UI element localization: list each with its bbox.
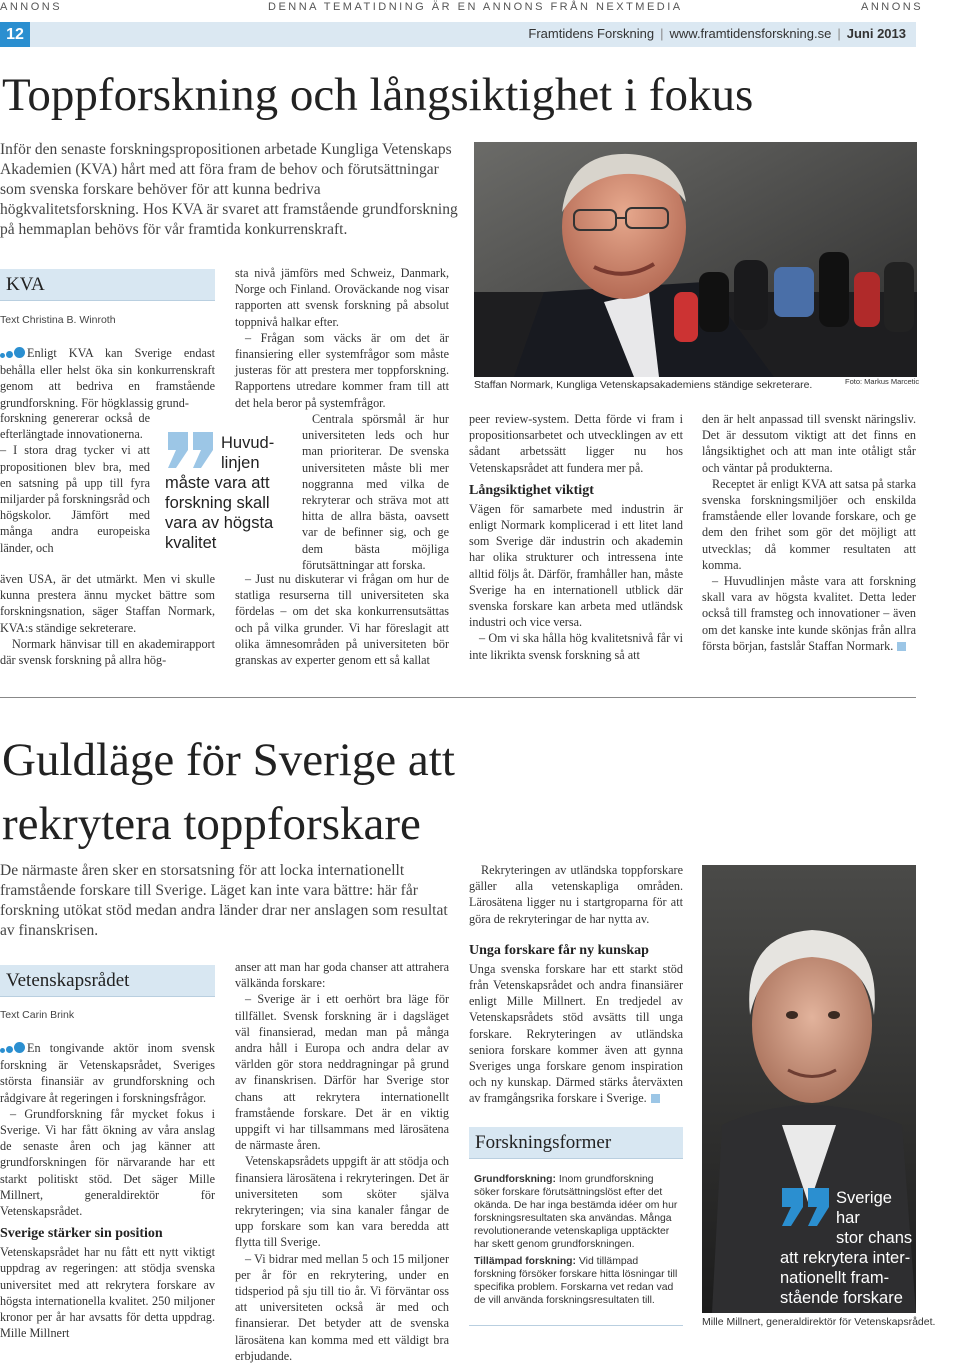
section-label-vetenskapsradet: Vetenskapsrådet xyxy=(6,970,130,991)
article2-col2 xyxy=(235,959,449,1364)
article2-col1 xyxy=(0,1040,215,1341)
article1-photo-caption: Staffan Normark, Kungliga Vetenskapsakademiens ständige sekreterare. xyxy=(474,379,813,391)
article2-lead: De närmaste åren sker en storsatsning för att locka internationellt framstående forskare till Sverige. Läget kan inte vara bättre: här får forskning utökat stöd medan andra länder drar ner anslagen som resultat av finanskrisen. xyxy=(0,862,448,939)
article2-byline: Text Carin Brink xyxy=(0,1009,75,1021)
article1-lead: Inför den senaste forskningspropositionen arbetade Kungliga Vetenskaps Akademien (KVA) hårt med att föra fram de behov och förutsättningar som svenska forskare behöver för att kunna bedriva högkvalitetsforskning. Hos KVA är svaret att framstående grundforskning på hemmaplan behövs för vår framtida konkurrenskraft. xyxy=(0,141,458,238)
article2-col1-p3: Vetenskapsrådet har nu fått ett nytt viktigt uppdrag av regeringen: att stödja svenska universitet med att rekrytera forskare av högsta internationella kvalitet. 250 miljoner kronor per år har avsatts för detta uppdrag. Mille Millnert xyxy=(0,1245,215,1341)
article1-col2-bottom xyxy=(235,571,449,668)
end-mark-icon xyxy=(897,642,906,651)
article1-col3-p3: – Om vi ska hålla hög kvalitetsnivå får vi inte likrikta svensk forskning så att xyxy=(469,631,683,662)
facts-box-bottom-rule xyxy=(469,1325,683,1326)
bullet-dots-icon xyxy=(0,346,25,362)
article-divider xyxy=(0,697,916,698)
article1-col4-p2: Receptet är enligt KVA att satsa på starka svenska forskningsmiljöer och enskilda framstående eller lovande forskare, och ge dem den frihet som gör det möjligt att utvecklas; då kommer resultaten att komma. xyxy=(702,476,916,572)
article2-col1-p1-wrap xyxy=(0,1040,215,1106)
article2-col3-p2: Unga svenska forskare har ett starkt stöd från Vetenskapsrådet och andra finansiärer enligt Mille Millnert. En tredjedel av Vetenskapsrådets stöd avsätts till unga forskare. Rekryteringen av utländska seniora forskare kommer även att gynna Sveriges unga forskare genom inspiration och ny kunskap. Därmed stärks återväxten av framgångsrika forskare i Sverige. xyxy=(469,961,683,1106)
article2-col2-p3: Vetenskapsrådets uppgift är att stödja och finansiera lärosätena i rekryteringen. Det är universiteten som sköter själva rekryteringen; via sina kanaler fångar de upp forskare som kan vara beredda att flytta till Sverige. xyxy=(235,1154,449,1250)
article1-col3 xyxy=(469,411,683,663)
article1-col1-p2: – I stora drag tycker vi att propositionen blev bra, med en satsning på upp till fyra miljarder på forskningsråd och högskolor. Jämfört med många andra europeiska länder, och xyxy=(0,443,150,555)
article1-col2 xyxy=(235,265,449,411)
article1-section-box xyxy=(0,269,215,301)
article1-title: Toppforskning och långsiktighet i fokus xyxy=(2,69,754,121)
article1-col2-p4: – Just nu diskuterar vi frågan om hur de statliga resurserna till universiteten ska fördelas – om det ska konkurrensutsättas och på vilka grunder. Vi har föreslagit att olika ämnesområden på universiteten bör granskas av experter genom ett så kallat xyxy=(235,572,449,668)
article1-photo-credit: Foto: Markus Marcetic xyxy=(845,377,920,386)
article2-photo xyxy=(702,865,916,1313)
article1-col3-subhead: Långsiktighet viktigt xyxy=(469,482,594,498)
facts-box-header xyxy=(469,1127,683,1159)
article1-photo xyxy=(474,142,917,377)
facts-box xyxy=(474,1173,679,1311)
article2-col1-p2: – Grundforskning får mycket fokus i Sverige. Vi har fått ökning av våra anslag de senaste åren och jag känner att grundforskningen för närvarande har ett starkt politiskt stöd. Det säger Mille Millnert, generaldirektör för Vetenskapsrådet. xyxy=(0,1106,215,1219)
article2-title-line2: rekrytera toppforskare xyxy=(2,798,421,850)
article1-col3-p2: Vägen för samarbete med industrin är enligt Normark komplicerad i ett litet land som Sverige där industrin och akademin har olika strukturer och intressena inte alltid följs åt. Därför, framhåller han, måste Sverige ha en internationell utblick där svenska forskare kan arbeta med utländsk industri och vice versa. xyxy=(469,501,683,630)
advertising-notice: DENNA TEMATIDNING ÄR EN ANNONS FRÅN NEXTMEDIA xyxy=(268,1,683,13)
fact-term-2: Tillämpad forskning: xyxy=(474,1256,576,1267)
article1-col4-p3: – Huvudlinjen måste vara att forskning skall vara av högsta kvalitet. Detta leder också till framsteg och innovationer – även om det kanske inte kunde skönjas från allra första början, fastslår Staffan Normark. xyxy=(702,574,916,653)
top-strip xyxy=(0,0,960,16)
article1-col2-p3: Centrala spörsmål är hur universiteten leds och hur man prioriterar. De svenska universiteten måste bli mer noggranna med vilka de rekryterar och sträva mot att hitta de allra bästa, oavsett var de befinner sig, och ge dem bästa möjliga förutsättningar att forska. xyxy=(302,412,449,572)
article2-col1-subhead: Sverige stärker sin position xyxy=(0,1226,163,1242)
article2-col3 xyxy=(469,862,683,1107)
article2-photo-caption: Mille Millnert, generaldirektör för Vetenskapsrådet. xyxy=(702,1316,936,1328)
website-link[interactable]: www.framtidensforskning.se xyxy=(669,26,832,41)
header-info: Framtidens Forskning | www.framtidensforskning.se | Juni 2013 xyxy=(528,26,906,41)
article1-col3-p1: peer review-system. Detta förde vi fram i propositionsarbetet och utvecklingen av ett sådant arbetssätt ligger nu hos Vetenskapsrådet att fundera mer på. xyxy=(469,412,683,475)
article2-col3-subhead: Unga forskare får ny kunskap xyxy=(469,942,649,958)
article2-title-line1: Guldläge för Sverige att xyxy=(2,734,455,786)
article1-col1-p1-start: Enligt KVA kan Sverige endast behålla eller helst öka sin konkurrenskraft genom att bedriva en framstående grundforskning. För högklassig grund- xyxy=(0,346,215,410)
article2-section-box xyxy=(0,965,215,997)
article1-col4 xyxy=(702,411,916,654)
article2-col2-p4: – Vi bidrar med mellan 5 och 15 miljoner per år för en rekrytering, under en tidsperiod på sju till tio år. Vi förväntar oss att universiteten också är med och finansierar. Det betyder att de svenska lärosätena kan komma med ett väldigt bra erbjudande. xyxy=(235,1251,449,1363)
article1-col2-p2: – Frågan som väcks är om det är finansiering eller systemfrågor som måste justeras för att prestera mer toppforskning. Rapportens utredare kommer fram till att det hela beror på systemfrågor. xyxy=(235,330,449,410)
article1-byline: Text Christina B. Winroth xyxy=(0,314,116,326)
fact-text-1: Inom grundforskning söker forskare förutsättningslöst efter det okända. De har inga bestämda idéer om hur forskningsresultaten ska användas. Många revolutionerande vetenskapliga upptäckter har skett genom grundforskningen. xyxy=(474,1174,678,1250)
section-label-kva: KVA xyxy=(6,274,45,295)
facts-box-title: Forskningsformer xyxy=(475,1132,612,1153)
fact-term-1: Grundforskning: xyxy=(474,1174,556,1185)
article2-col3-p2-wrap xyxy=(469,961,683,1107)
article1-col1-p3: Normark hänvisar till en akademirapport där svensk forskning på allra hög- xyxy=(0,636,215,668)
header-bar xyxy=(0,22,916,47)
annons-label-right: ANNONS xyxy=(861,1,924,13)
fact-grundforskning xyxy=(474,1173,679,1251)
article1-pull-quote: Huvud- linjen måste vara att forskning skall vara av högsta kvalitet xyxy=(165,434,275,552)
issue-date: Juni 2013 xyxy=(846,26,906,41)
article2-col2-p1: anser att man har goda chanser att attrahera välkända forskare: xyxy=(235,960,449,991)
article1-col1-narrow xyxy=(0,410,150,556)
publication-name: Framtidens Forskning xyxy=(528,26,655,41)
article2-col3-p1: Rekryteringen av utländska toppforskare gäller alla vetenskapliga områden. Lärosätena ligger nu i startgroparna för att göra de rekryteringar de har nytta av. xyxy=(469,863,683,926)
page-number: 12 xyxy=(0,22,30,47)
article2-col2-p2: – Sverige är i ett oerhört bra läge för tillfället. Svensk forskning är i dagsläget väl finansierad, medan man på många andra håll i Europa och andra delar av världen gör stora neddragningar på grund av finanskrisen. Därför har Sverige stor chans att rekrytera internationellt framstående forskare. Det är en viktig uppgift vi har tillsammans med lärosätena de närmaste åren. xyxy=(235,992,449,1153)
fact-tillampad xyxy=(474,1255,679,1307)
annons-label-left: ANNONS xyxy=(0,1,63,13)
bullet-dots-icon-2 xyxy=(0,1041,25,1057)
article2-pull-quote: Sverige har stor chans att rekrytera inter- nationellt fram- stående forskare xyxy=(780,1189,913,1307)
article1-col2-narrow xyxy=(302,411,449,573)
staffan-normark-portrait xyxy=(474,142,917,377)
article2-title xyxy=(2,728,455,856)
article1-col1-p2-end: även USA, är det utmärkt. Men vi skulle kunna prestera ännu mycket bättre som forskningsnation, säger Staffan Normark, KVA:s ständige sekreterare. xyxy=(0,572,215,635)
article1-col1-bottom xyxy=(0,571,215,668)
article2-col1-p1: En tongivande aktör inom svensk forskning är Vetenskapsrådet, Sveriges största finansiär av grundforskning och rådgivare åt regeringen i forskningsfrågor. xyxy=(0,1041,215,1105)
end-mark-icon-2 xyxy=(651,1094,660,1103)
article1-col1 xyxy=(0,345,215,411)
fact-text-2: Vid tillämpad forskning försöker forskare hitta lösningar till specifika problem. Forskarna vet redan vad de vill använda forskningsresultaten till. xyxy=(474,1256,678,1306)
article1-col4-p1: den är helt anpassad till svenskt näringsliv. Det är dessutom viktigt att det finns en långsiktighet och att man inte otåligt står och väntar på produkterna. xyxy=(702,412,916,475)
article1-col4-p3-wrap xyxy=(702,573,916,654)
article1-col1-narrow-text: forskning genererar också de efterlängtade innovationerna. xyxy=(0,411,150,442)
article1-col2-p1: sta nivå jämförs med Schweiz, Danmark, Norge och Finland. Oroväckande nog visar rapporten att svensk forskning på absolut toppnivå halkar efter. xyxy=(235,266,449,329)
